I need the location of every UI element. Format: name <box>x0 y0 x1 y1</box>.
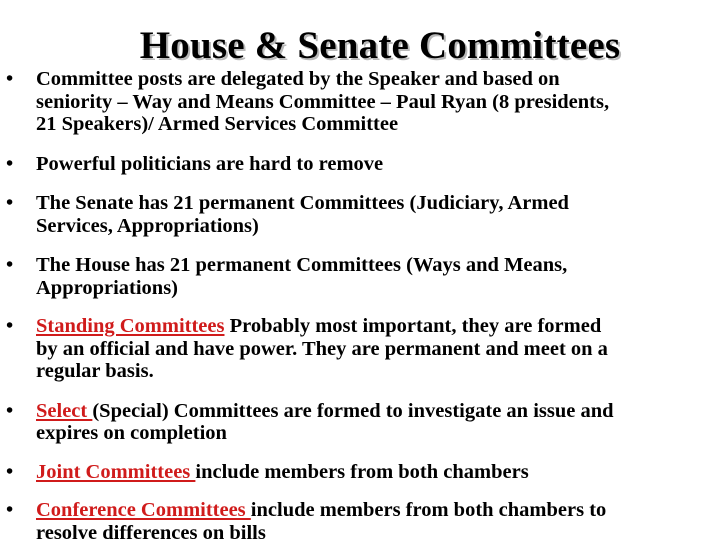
bullet-line: seniority – Way and Means Committee – Paul Ryan (8 presidents, <box>36 91 718 114</box>
key-term-standing-committees: Standing Committees <box>36 315 224 337</box>
bullet-line: expires on completion <box>36 422 718 445</box>
bullet-item-committee-posts <box>6 68 718 136</box>
bullet-item-house-committees <box>6 254 718 299</box>
bullet-dot-icon: • <box>6 461 13 484</box>
bullet-dot-icon: • <box>6 153 13 176</box>
bullet-item-select-committees <box>6 400 718 445</box>
bullet-dot-icon: • <box>6 68 13 91</box>
bullet-line-first <box>36 315 718 338</box>
bullet-dot-icon: • <box>6 400 13 423</box>
bullet-line-first <box>36 400 718 423</box>
bullet-dot-icon: • <box>6 499 13 522</box>
bullet-item-joint-committees <box>6 461 718 484</box>
bullet-item-standing-committees <box>6 315 718 383</box>
bullet-line: The House has 21 permanent Committees (Ways and Means, <box>36 254 718 277</box>
bullet-line-first <box>36 499 718 522</box>
bullet-text: include members from both chambers to <box>251 499 607 521</box>
key-term-joint-committees: Joint Committees <box>36 461 195 483</box>
key-term-select: Select <box>36 400 92 422</box>
bullet-line: Committee posts are delegated by the Speaker and based on <box>36 68 718 91</box>
bullet-line: resolve differences on bills <box>36 522 718 544</box>
bullet-dot-icon: • <box>6 315 13 338</box>
bullet-line: regular basis. <box>36 360 718 383</box>
slide-title: House & Senate Committees <box>0 22 720 70</box>
bullet-text: Probably most important, they are formed <box>224 315 601 337</box>
bullet-item-conference-committees <box>6 499 718 544</box>
bullet-line: 21 Speakers)/ Armed Services Committee <box>36 113 718 136</box>
bullet-item-powerful-politicians <box>6 153 718 176</box>
bullet-line: The Senate has 21 permanent Committees (Judiciary, Armed <box>36 192 718 215</box>
bullet-text: (Special) Committees are formed to investigate an issue and <box>92 400 613 422</box>
bullet-text: include members from both chambers <box>195 461 528 483</box>
bullet-line: Services, Appropriations) <box>36 215 718 238</box>
bullet-list <box>6 68 718 544</box>
bullet-line-first <box>36 461 718 484</box>
bullet-line: by an official and have power. They are permanent and meet on a <box>36 338 718 361</box>
bullet-dot-icon: • <box>6 254 13 277</box>
bullet-line: Powerful politicians are hard to remove <box>36 153 718 176</box>
bullet-item-senate-committees <box>6 192 718 237</box>
bullet-dot-icon: • <box>6 192 13 215</box>
key-term-conference-committees: Conference Committees <box>36 499 251 521</box>
bullet-line: Appropriations) <box>36 277 718 300</box>
